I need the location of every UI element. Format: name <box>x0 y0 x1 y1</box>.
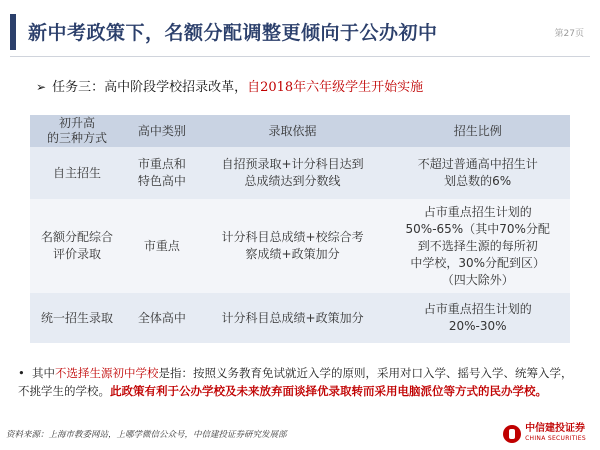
note-prefix: 其中 <box>32 366 55 380</box>
table-header-row <box>30 115 570 147</box>
logo-en: CHINA SECURITIES <box>525 435 586 442</box>
cell-text: 自主招生 <box>53 165 102 180</box>
cell-text: 不超过普通高中招生计 划总数的6% <box>417 157 538 188</box>
company-logo <box>503 424 586 444</box>
note-emphasis: 此政策有利于公办学校及未来放弃面谈择优录取转而采用电脑派位等方式的民办学校。 <box>110 384 547 398</box>
header-ratio <box>385 115 570 147</box>
cell-text: 计分科目总成绩+校综合考 察成绩+政策加分 <box>221 230 364 261</box>
cell-basis <box>200 199 386 293</box>
cell-method <box>30 293 124 343</box>
cell-text: 占市重点招生计划的 50%-65%（其中70%分配 到不选择生源的每所初 中学校，30%分配到区） （四大除外） <box>405 204 550 287</box>
cell-basis <box>200 293 386 343</box>
arrow-bullet-icon: ➢ <box>36 80 47 94</box>
task-highlight: 自2018年六年级学生开始实施 <box>247 80 424 95</box>
policy-note <box>18 364 582 400</box>
cell-method <box>30 147 124 199</box>
header-basis-text: 录取依据 <box>268 123 317 138</box>
cell-text: 市重点和 特色高中 <box>137 157 186 188</box>
header-basis <box>200 115 386 147</box>
note-body: 是指：按照义务教育免试就近入学的原则，采用对口入学、摇号入学、统筹入学，不挑学生的学校。 <box>18 366 573 398</box>
slide-header <box>0 0 600 50</box>
cell-ratio <box>385 293 570 343</box>
cell-category <box>124 293 200 343</box>
logo-cn: 中信建投证券 <box>525 423 586 434</box>
cell-ratio <box>385 199 570 293</box>
cell-text: 市重点 <box>143 238 180 253</box>
cell-text: 计分科目总成绩+政策加分 <box>221 310 364 325</box>
cell-category <box>124 147 200 199</box>
cell-text: 自招预录取+计分科目达到 总成绩达到分数线 <box>221 157 364 188</box>
task-heading <box>36 76 423 95</box>
header-category <box>124 115 200 147</box>
admission-policy-table <box>30 115 570 343</box>
title-accent-bar <box>10 14 16 50</box>
header-ratio-text: 招生比例 <box>453 123 502 138</box>
table-row <box>30 199 570 293</box>
header-divider <box>10 56 590 57</box>
cell-method <box>30 199 124 293</box>
table-row <box>30 147 570 199</box>
header-method <box>30 115 124 147</box>
note-term: 不选择生源初中学校 <box>55 366 159 380</box>
slide-title: 新中考政策下，名额分配调整更倾向于公办初中 <box>28 22 438 44</box>
page-number: 第27页 <box>554 29 584 39</box>
cell-category <box>124 199 200 293</box>
cell-text: 统一招生录取 <box>41 310 114 325</box>
header-method-text: 初升高 的三种方式 <box>47 116 108 145</box>
table-row <box>30 293 570 343</box>
header-category-text: 高中类别 <box>137 123 186 138</box>
source-citation: 资料来源：上海市教委网站，上哪学微信公众号，中信建投证券研究发展部 <box>6 430 287 440</box>
cell-text: 占市重点招生计划的 20%-30% <box>423 302 532 333</box>
cell-text: 全体高中 <box>137 310 186 325</box>
cell-basis <box>200 147 386 199</box>
cell-text: 名额分配综合 评价录取 <box>41 230 114 261</box>
logo-text <box>525 424 586 444</box>
note-bullet: • <box>18 366 25 380</box>
task-label: 任务三：高中阶段学校招录改革， <box>52 80 248 95</box>
cell-ratio <box>385 147 570 199</box>
logo-mark-icon <box>503 425 521 443</box>
